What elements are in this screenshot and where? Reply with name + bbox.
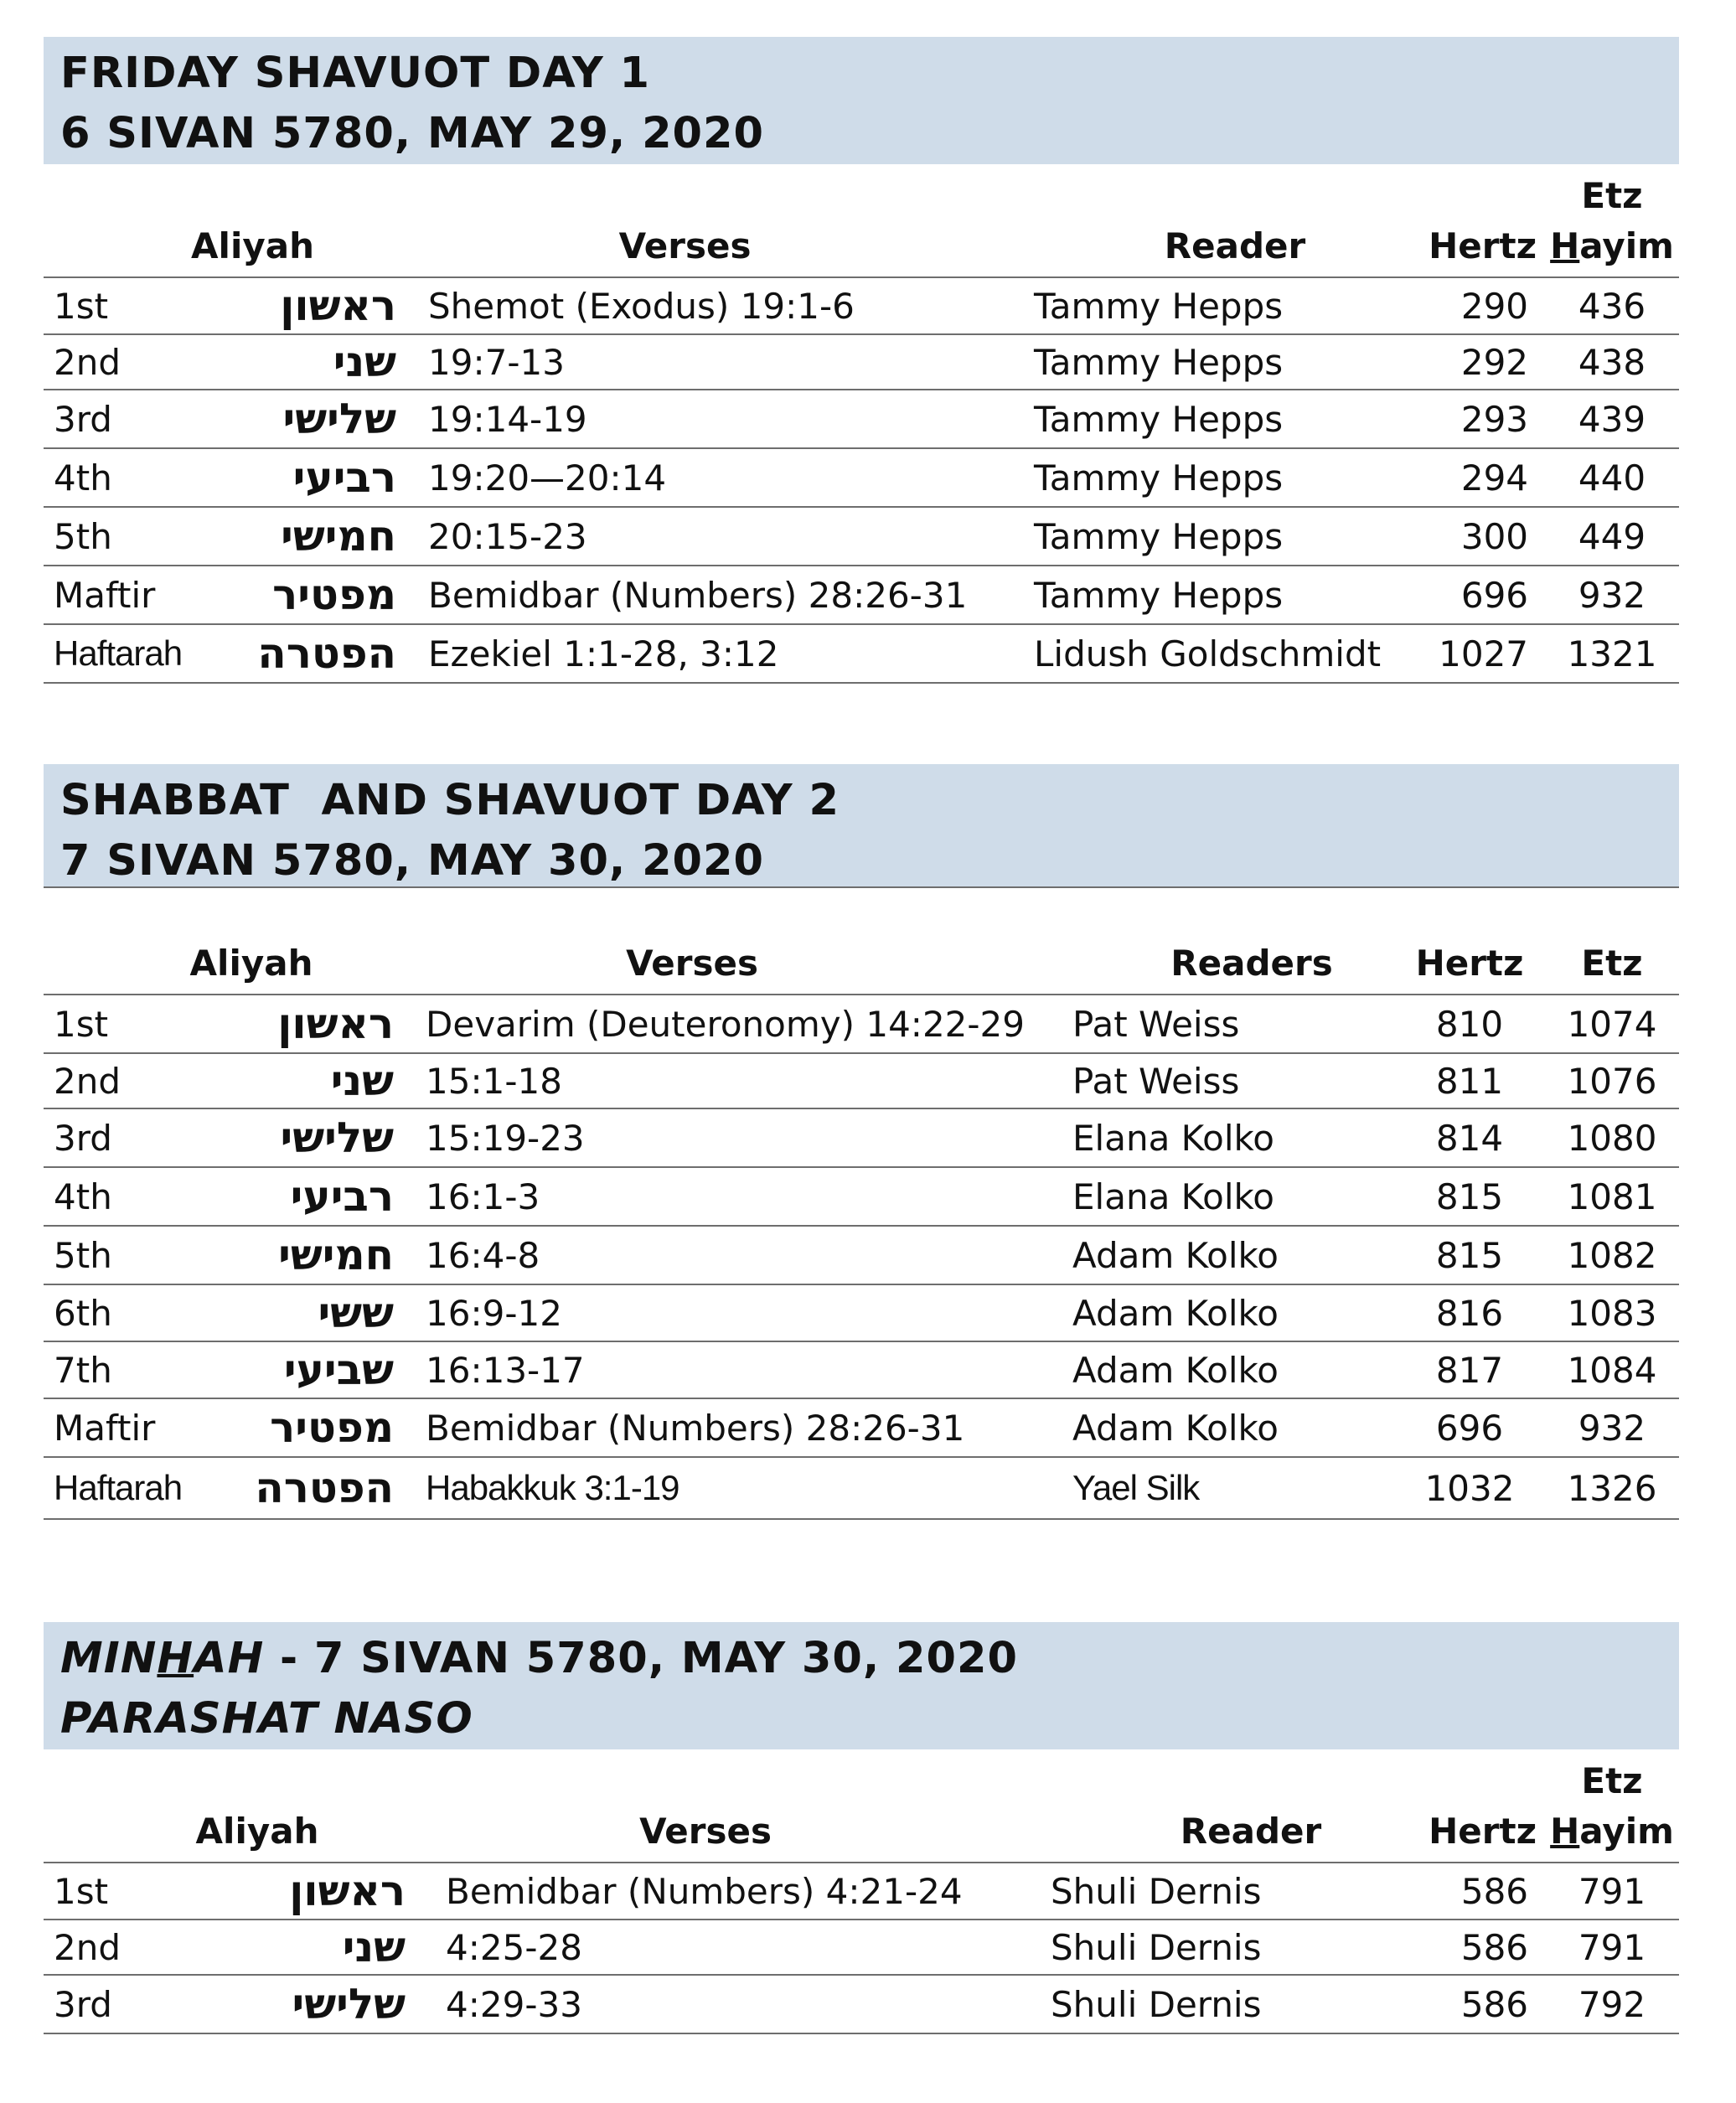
reader-cell: Shuli Dernis — [1051, 1870, 1262, 1912]
aliyah-table — [44, 171, 1679, 684]
aliyah-hebrew: ראשון — [289, 1867, 406, 1915]
aliyah-english: Maftir — [54, 574, 156, 616]
table-header-row — [44, 938, 1679, 995]
header-etz: Etz — [1581, 943, 1643, 984]
table-row — [44, 1975, 1679, 2033]
aliyah-hebrew: ראשון — [277, 1000, 395, 1048]
reader-cell: Shuli Dernis — [1051, 1983, 1262, 2025]
table-row — [44, 1863, 1679, 1920]
hertz-cell: 290 — [1460, 285, 1529, 327]
table-row — [44, 1398, 1679, 1457]
hertz-cell: 811 — [1435, 1060, 1504, 1102]
etz-cell: 436 — [1578, 285, 1646, 327]
header-etz-hayim — [1545, 1756, 1679, 1863]
hertz-cell: 586 — [1460, 1926, 1529, 1968]
reader-cell: Shuli Dernis — [1051, 1926, 1262, 1968]
verses-cell: 19:14-19 — [428, 398, 587, 440]
verses-cell: 16:9-12 — [426, 1292, 562, 1334]
aliyah-english: 2nd — [54, 341, 121, 383]
verses-cell: Ezekiel 1:1-28, 3:12 — [428, 633, 779, 674]
verses-cell: Habakkuk 3:1-19 — [426, 1468, 679, 1507]
section-shavuot-day1 — [44, 37, 1679, 684]
verses-cell: Bemidbar (Numbers) 28:26-31 — [428, 574, 968, 616]
table-header-row — [44, 1756, 1679, 1863]
aliyah-hebrew: חמישי — [278, 1231, 395, 1279]
aliyah-english: 3rd — [54, 1983, 112, 2025]
table-row — [44, 1920, 1679, 1975]
aliyah-hebrew: רביעי — [292, 453, 397, 502]
hertz-cell: 816 — [1435, 1292, 1504, 1334]
verses-cell: 16:4-8 — [426, 1234, 540, 1276]
verses-cell: 4:29-33 — [446, 1983, 582, 2025]
aliyah-hebrew: הפטרה — [255, 1464, 395, 1512]
aliyah-hebrew: ראשון — [280, 282, 397, 330]
table-row — [44, 1053, 1679, 1108]
aliyah-hebrew: שני — [342, 1923, 406, 1971]
reader-cell: Yael Silk — [1072, 1468, 1200, 1507]
section-title-line2: PARASHAT NASO — [60, 1694, 473, 1744]
header-etz-line2: Hayim — [1550, 1811, 1674, 1852]
etz-cell: 1074 — [1567, 1003, 1657, 1045]
verses-cell: Bemidbar (Numbers) 4:21-24 — [446, 1870, 963, 1912]
reader-cell: Tammy Hepps — [1034, 398, 1284, 440]
header-verses: Verses — [626, 943, 758, 984]
etz-cell: 792 — [1578, 1983, 1646, 2025]
etz-cell: 791 — [1578, 1870, 1646, 1912]
table-row — [44, 624, 1679, 683]
etz-cell: 449 — [1578, 515, 1646, 557]
aliyah-english: Maftir — [54, 1407, 156, 1449]
table-row — [44, 1108, 1679, 1167]
aliyah-english: 4th — [54, 457, 112, 499]
verses-cell: 15:1-18 — [426, 1060, 562, 1102]
reader-cell: Tammy Hepps — [1034, 574, 1284, 616]
table-row — [44, 1341, 1679, 1398]
table-row — [44, 507, 1679, 566]
table-row — [44, 334, 1679, 390]
hertz-cell: 696 — [1435, 1407, 1504, 1449]
section-banner — [44, 37, 1679, 164]
hertz-cell: 817 — [1435, 1349, 1504, 1391]
section-minhah-naso — [44, 1622, 1679, 2034]
aliyah-hebrew: הפטרה — [257, 629, 397, 678]
section-shabbat-shavuot-day2 — [44, 764, 1679, 1520]
hertz-cell: 810 — [1435, 1003, 1504, 1045]
header-hertz: Hertz — [1429, 225, 1537, 266]
hertz-cell: 815 — [1435, 1234, 1504, 1276]
reader-cell: Adam Kolko — [1072, 1292, 1279, 1334]
etz-cell: 1083 — [1567, 1292, 1657, 1334]
aliyah-hebrew: מפטיר — [270, 1403, 395, 1452]
etz-cell: 1326 — [1567, 1467, 1657, 1509]
aliyah-english: 1st — [54, 1003, 109, 1045]
aliyah-table — [44, 938, 1679, 1520]
hertz-cell: 696 — [1460, 574, 1529, 616]
reader-cell: Tammy Hepps — [1034, 457, 1284, 499]
etz-cell: 1080 — [1567, 1117, 1657, 1159]
header-aliyah: Aliyah — [189, 943, 313, 984]
reader-cell: Tammy Hepps — [1034, 515, 1284, 557]
etz-cell: 1084 — [1567, 1349, 1657, 1391]
aliyah-english: 2nd — [54, 1060, 121, 1102]
aliyah-hebrew: שביעי — [283, 1346, 395, 1394]
section-title-line1: SHABBAT AND SHAVUOT DAY 2 — [60, 776, 840, 825]
etz-cell: 1082 — [1567, 1234, 1657, 1276]
aliyah-hebrew: שלישי — [282, 395, 397, 443]
aliyah-hebrew: שני — [330, 1057, 395, 1105]
header-verses: Verses — [639, 1811, 772, 1852]
aliyah-english: 2nd — [54, 1926, 121, 1968]
reader-cell: Adam Kolko — [1072, 1234, 1279, 1276]
aliyah-english: 6th — [54, 1292, 112, 1334]
reader-cell: Tammy Hepps — [1034, 285, 1284, 327]
table-row — [44, 566, 1679, 624]
verses-cell: Shemot (Exodus) 19:1-6 — [428, 285, 855, 327]
aliyah-hebrew: חמישי — [281, 512, 397, 561]
verses-cell: 16:1-3 — [426, 1176, 540, 1217]
aliyah-hebrew: שלישי — [280, 1114, 395, 1162]
header-hertz: Hertz — [1429, 1811, 1537, 1852]
aliyah-english: 4th — [54, 1176, 112, 1217]
table-header-row — [44, 171, 1679, 277]
reader-cell: Tammy Hepps — [1034, 341, 1284, 383]
aliyah-english: Haftarah — [54, 1468, 183, 1507]
aliyah-hebrew: שני — [333, 338, 397, 386]
header-etz-line2: Hayim — [1550, 225, 1674, 266]
verses-cell: 20:15-23 — [428, 515, 587, 557]
aliyah-english: 1st — [54, 1870, 109, 1912]
table-row — [44, 1167, 1679, 1226]
table-row — [44, 448, 1679, 507]
aliyah-english: 1st — [54, 285, 109, 327]
verses-cell: 16:13-17 — [426, 1349, 585, 1391]
header-aliyah: Aliyah — [191, 225, 314, 266]
section-banner — [44, 764, 1679, 888]
etz-cell: 791 — [1578, 1926, 1646, 1968]
header-reader: Reader — [1180, 1811, 1322, 1852]
reader-cell: Elana Kolko — [1072, 1176, 1275, 1217]
section-title-line2: 6 SIVAN 5780, MAY 29, 2020 — [60, 109, 765, 158]
verses-cell: 15:19-23 — [426, 1117, 585, 1159]
table-row — [44, 995, 1679, 1053]
table-row — [44, 390, 1679, 448]
etz-cell: 439 — [1578, 398, 1646, 440]
aliyah-table — [44, 1756, 1679, 2034]
aliyah-english: 5th — [54, 1234, 112, 1276]
hertz-cell: 1032 — [1424, 1467, 1515, 1509]
reader-cell: Lidush Goldschmidt — [1034, 633, 1382, 674]
section-title-line1: MINHAH - 7 SIVAN 5780, MAY 30, 2020 — [60, 1634, 1018, 1683]
aliyah-hebrew: ששי — [318, 1289, 395, 1337]
header-aliyah: Aliyah — [195, 1811, 319, 1852]
reader-cell: Elana Kolko — [1072, 1117, 1275, 1159]
aliyah-english: 3rd — [54, 1117, 112, 1159]
reader-cell: Pat Weiss — [1072, 1003, 1240, 1045]
etz-cell: 932 — [1578, 574, 1646, 616]
verses-cell: Devarim (Deuteronomy) 14:22-29 — [426, 1003, 1025, 1045]
header-etz-hayim — [1545, 171, 1679, 277]
section-title-line2: 7 SIVAN 5780, MAY 30, 2020 — [60, 836, 765, 886]
hertz-cell: 815 — [1435, 1176, 1504, 1217]
etz-cell: 438 — [1578, 341, 1646, 383]
table-row — [44, 1226, 1679, 1284]
etz-cell: 440 — [1578, 457, 1646, 499]
header-etz-line1: Etz — [1581, 175, 1643, 216]
header-etz-line1: Etz — [1581, 1760, 1643, 1801]
header-hertz: Hertz — [1415, 943, 1524, 984]
verses-cell: 4:25-28 — [446, 1926, 582, 1968]
verses-cell: 19:20—20:14 — [428, 457, 667, 499]
aliyah-hebrew: מפטיר — [272, 571, 397, 619]
verses-cell: 19:7-13 — [428, 341, 565, 383]
aliyah-hebrew: שלישי — [292, 1980, 406, 2028]
etz-cell: 932 — [1578, 1407, 1646, 1449]
verses-cell: Bemidbar (Numbers) 28:26-31 — [426, 1407, 965, 1449]
aliyah-english: 3rd — [54, 398, 112, 440]
hertz-cell: 586 — [1460, 1870, 1529, 1912]
reader-cell: Adam Kolko — [1072, 1349, 1279, 1391]
hertz-cell: 814 — [1435, 1117, 1504, 1159]
table-row — [44, 277, 1679, 334]
hertz-cell: 300 — [1460, 515, 1529, 557]
etz-cell: 1076 — [1567, 1060, 1657, 1102]
section-title-line1: FRIDAY SHAVUOT DAY 1 — [60, 49, 650, 98]
hertz-cell: 294 — [1460, 457, 1529, 499]
aliyah-hebrew: רביעי — [290, 1172, 395, 1221]
hertz-cell: 586 — [1460, 1983, 1529, 2025]
header-reader: Reader — [1164, 225, 1306, 266]
hertz-cell: 1027 — [1439, 633, 1529, 674]
aliyah-english: 5th — [54, 515, 112, 557]
section-banner — [44, 1622, 1679, 1749]
aliyah-english: Haftarah — [54, 633, 183, 673]
table-row — [44, 1457, 1679, 1519]
etz-cell: 1321 — [1567, 633, 1657, 674]
etz-cell: 1081 — [1567, 1176, 1657, 1217]
reader-cell: Pat Weiss — [1072, 1060, 1240, 1102]
hertz-cell: 293 — [1460, 398, 1529, 440]
reader-cell: Adam Kolko — [1072, 1407, 1279, 1449]
aliyah-english: 7th — [54, 1349, 112, 1391]
header-verses: Verses — [618, 225, 752, 266]
table-row — [44, 1284, 1679, 1341]
header-readers: Readers — [1170, 943, 1333, 984]
hertz-cell: 292 — [1460, 341, 1529, 383]
